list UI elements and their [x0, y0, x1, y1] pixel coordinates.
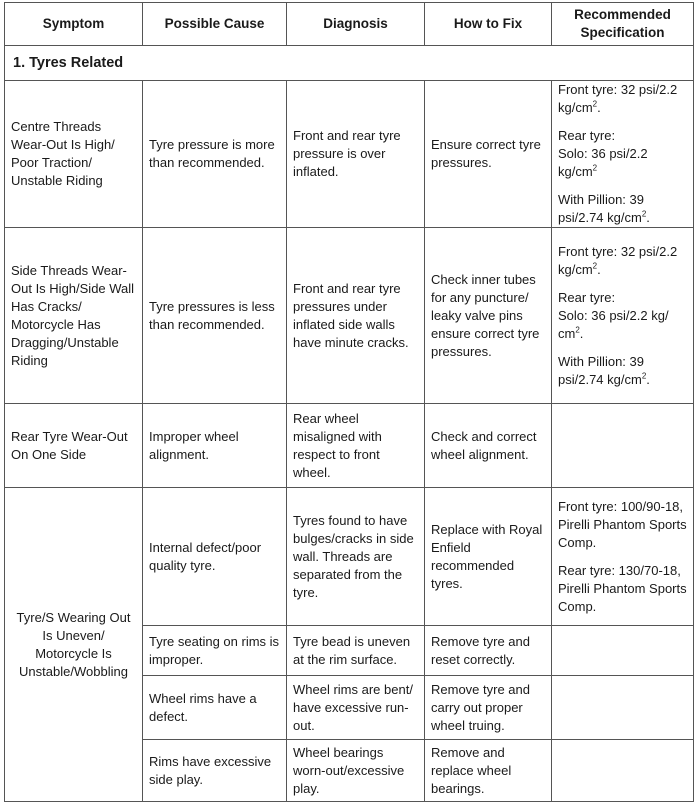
symptom-cell: Centre Threads Wear-Out Is High/ Poor Traction/ Unstable Riding [5, 81, 143, 228]
diagnosis-cell: Tyre bead is uneven at the rim surface. [287, 626, 425, 676]
spec-pillion: With Pillion: 39 psi/2.74 $kg/cm^2$. [558, 353, 650, 387]
spec-front: Front tyre: 100/90-18, Pirelli Phantom Sports Comp. [558, 498, 687, 550]
fix-cell: Remove tyre and carry out proper wheel truing. [425, 676, 552, 740]
table-row [5, 488, 694, 626]
fix-cell: Replace with Royal Enfield recommended tyres. [425, 488, 552, 626]
diagnosis-cell: Tyres found to have bulges/cracks in side wall. Threads are separated from the tyre. [287, 488, 425, 626]
table-row [5, 228, 694, 404]
header-recommended-specification: Recommended Specification [552, 3, 694, 46]
cause-cell: Rims have excessive side play. [143, 740, 287, 802]
spec-cell [552, 676, 694, 740]
fix-cell: Remove and replace wheel bearings. [425, 740, 552, 802]
troubleshooting-table [4, 2, 694, 802]
fix-cell: Check and correct wheel alignment. [425, 404, 552, 488]
spec-rear: Rear tyre: Solo: 36 psi/2.2 kg/ $cm^2$. [558, 289, 669, 341]
cause-cell: Internal defect/poor quality tyre. [143, 488, 287, 626]
header-row [5, 3, 694, 46]
spec-cell [552, 488, 694, 626]
spec-front: Front tyre: 32 psi/2.2 $kg/cm^2$. [558, 82, 678, 115]
spec-front: Front tyre: 32 psi/2.2 $kg/cm^2$. [558, 243, 678, 277]
fix-cell: Check inner tubes for any puncture/ leaky valve pins ensure correct tyre pressures. [425, 228, 552, 404]
fix-cell: Ensure correct tyre pressures. [425, 81, 552, 228]
cause-cell: Wheel rims have a defect. [143, 676, 287, 740]
header-symptom: Symptom [5, 3, 143, 46]
section-title: 1. Tyres Related [5, 46, 694, 81]
table-row [5, 404, 694, 488]
diagnosis-cell: Wheel bearings worn-out/excessive play. [287, 740, 425, 802]
header-diagnosis: Diagnosis [287, 3, 425, 46]
header-possible-cause: Possible Cause [143, 3, 287, 46]
spec-pillion: With Pillion: 39 psi/2.74 $kg/cm^2$. [558, 192, 650, 225]
spec-cell [552, 81, 694, 228]
spec-rear: Rear tyre: Solo: 36 psi/2.2 $kg/cm^2$ [558, 128, 648, 179]
diagnosis-cell: Front and rear tyre pressure is over inflated. [287, 81, 425, 228]
fix-cell: Remove tyre and reset correctly. [425, 626, 552, 676]
symptom-cell: Side Threads Wear-Out Is High/Side Wall Has Cracks/ Motorcycle Has Dragging/Unstable Riding [5, 228, 143, 404]
spec-cell [552, 228, 694, 404]
symptom-cell: Rear Tyre Wear-Out On One Side [5, 404, 143, 488]
diagnosis-cell: Rear wheel misaligned with respect to front wheel. [287, 404, 425, 488]
header-how-to-fix: How to Fix [425, 3, 552, 46]
diagnosis-cell: Wheel rims are bent/ have excessive run-out. [287, 676, 425, 740]
symptom-cell: Tyre/S Wearing Out Is Uneven/ Motorcycle Is Unstable/Wobbling [5, 488, 143, 802]
cause-cell: Tyre pressure is more than recommended. [143, 81, 287, 228]
cause-cell: Improper wheel alignment. [143, 404, 287, 488]
spec-cell [552, 740, 694, 802]
diagnosis-cell: Front and rear tyre pressures under inflated side walls have minute cracks. [287, 228, 425, 404]
spec-cell [552, 626, 694, 676]
cause-cell: Tyre seating on rims is improper. [143, 626, 287, 676]
table-row [5, 81, 694, 228]
spec-cell [552, 404, 694, 488]
cause-cell: Tyre pressures is less than recommended. [143, 228, 287, 404]
spec-rear: Rear tyre: 130/70-18, Pirelli Phantom Sports Comp. [558, 562, 687, 614]
section-row [5, 46, 694, 81]
